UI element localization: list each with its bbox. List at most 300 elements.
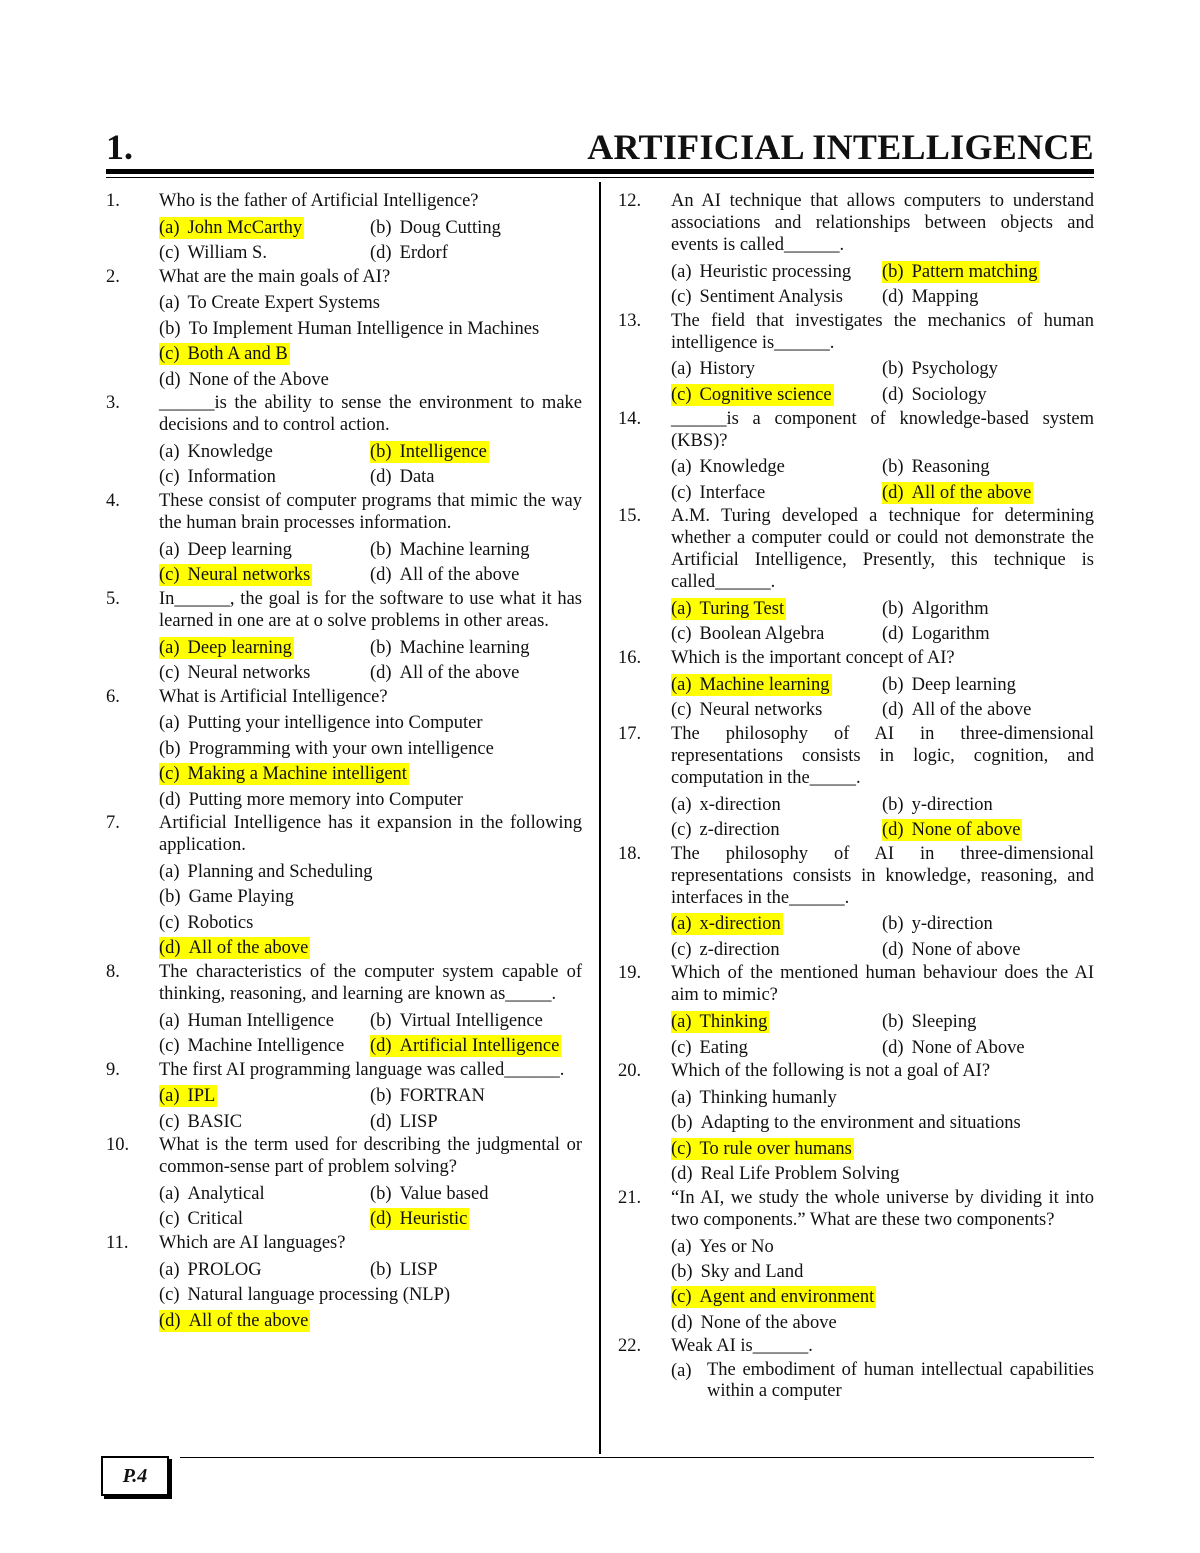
option-row (159, 660, 582, 685)
option-letter: (d) (370, 467, 392, 488)
option-text: Yes or No (699, 1236, 774, 1257)
question-text: These consist of computer programs that mimic the way the human brain processes information. (159, 491, 582, 534)
answer-option-correct (671, 1138, 854, 1160)
option-row (671, 698, 1094, 723)
option-letter: (c) (159, 467, 180, 488)
option-text: y-direction (911, 914, 993, 935)
option-text: Logarithm (911, 624, 990, 645)
option-row (159, 1181, 582, 1206)
option-text: Adapting to the environment and situations (700, 1113, 1021, 1134)
option-letter: (a) (671, 674, 692, 695)
option-text: BASIC (187, 1111, 243, 1132)
question (618, 1335, 1094, 1402)
option-letter: (a) (671, 1361, 692, 1382)
answer-option (159, 1010, 370, 1032)
answer-option (370, 662, 519, 684)
option-text: Agent and environment (699, 1287, 875, 1308)
option-row (159, 465, 582, 490)
option-text: Mapping (911, 287, 979, 308)
option-text: Pattern matching (911, 261, 1038, 282)
answer-option (671, 939, 882, 961)
option-text: Interface (699, 482, 766, 503)
question-number: 17. (618, 723, 642, 744)
question-text: Weak AI is______. (671, 1336, 813, 1357)
option-row (671, 1234, 1094, 1259)
option-row (671, 1111, 1094, 1136)
option-text: All of the above (911, 482, 1032, 503)
answer-option-correct (159, 763, 409, 785)
question (618, 843, 1094, 963)
option-letter: (a) (671, 359, 692, 380)
option-text: Sociology (911, 384, 987, 405)
option-text: Sleeping (911, 1012, 977, 1033)
option-text: Putting your intelligence into Computer (187, 713, 483, 734)
option-letter: (d) (159, 369, 181, 390)
column-divider (599, 182, 601, 1454)
answer-option (882, 1011, 976, 1033)
answer-option-correct (370, 1208, 469, 1230)
option-row (159, 1257, 582, 1282)
option-text: Game Playing (188, 887, 294, 908)
option-letter: (d) (370, 565, 392, 586)
option-text: Knowledge (699, 457, 785, 478)
option-letter: (d) (882, 1037, 904, 1058)
answer-option-correct (159, 937, 310, 959)
option-text: To rule over humans (699, 1138, 852, 1159)
answer-option (159, 1259, 370, 1281)
option-letter: (d) (370, 662, 392, 683)
question (618, 190, 1094, 310)
answer-option (671, 623, 882, 645)
option-letter: (a) (159, 293, 180, 314)
question (106, 588, 582, 686)
option-text: All of the above (399, 662, 520, 683)
option-row (159, 367, 582, 392)
option-text: z-direction (699, 939, 780, 960)
answer-option (159, 369, 329, 391)
option-letter: (a) (671, 1087, 692, 1108)
answer-option (370, 539, 530, 561)
answer-option (159, 466, 370, 488)
answer-option (159, 441, 370, 463)
option-letter: (a) (159, 637, 180, 658)
answer-option (671, 261, 882, 283)
question (618, 408, 1094, 506)
option-letter: (d) (882, 287, 904, 308)
option-row (671, 1009, 1094, 1034)
option-text: Reasoning (911, 457, 990, 478)
answer-option-correct (671, 384, 882, 406)
answer-option (882, 699, 1031, 721)
question-number: 8. (106, 961, 120, 982)
answer-option (882, 913, 993, 935)
answer-option (671, 286, 882, 308)
option-text: Machine learning (399, 539, 530, 560)
option-letter: (d) (159, 789, 181, 810)
answer-option-correct (159, 1085, 370, 1107)
answer-option (671, 1112, 1021, 1134)
answer-option (159, 662, 370, 684)
option-letter: (c) (671, 939, 692, 960)
option-row (671, 480, 1094, 505)
answer-option (882, 456, 990, 478)
option-text: Value based (399, 1184, 489, 1205)
question-text: The philosophy of AI in three-dimensional representations consists in logic, cognition, and computation in the_____. (671, 723, 1094, 788)
answer-option (671, 482, 882, 504)
option-text: Both A and B (187, 344, 288, 365)
option-letter: (a) (671, 914, 692, 935)
answer-option (370, 1183, 488, 1205)
question-text: Artificial Intelligence has it expansion in the following application. (159, 813, 582, 856)
option-row (671, 622, 1094, 647)
option-letter: (b) (882, 261, 904, 282)
option-letter: (d) (159, 938, 181, 959)
option-letter: (b) (370, 1086, 392, 1107)
option-letter: (d) (370, 1209, 392, 1230)
answer-option (159, 1208, 370, 1230)
answer-option (370, 564, 519, 586)
option-text: None of above (911, 819, 1021, 840)
option-letter: (b) (370, 442, 392, 463)
option-text: LISP (399, 1111, 438, 1132)
question (106, 686, 582, 813)
question-text: Which is the important concept of AI? (671, 648, 955, 669)
option-letter: (b) (370, 217, 392, 238)
option-letter: (c) (671, 1287, 692, 1308)
option-letter: (c) (159, 764, 180, 785)
option-letter: (a) (671, 1012, 692, 1033)
option-letter: (a) (159, 1086, 180, 1107)
answer-option-correct (671, 913, 882, 935)
option-letter: (d) (882, 624, 904, 645)
answer-option-correct (882, 482, 1033, 504)
option-text: Deep learning (187, 637, 292, 658)
option-text: Algorithm (911, 599, 989, 620)
answer-option (882, 598, 989, 620)
answer-option (370, 1085, 485, 1107)
footer-rule (180, 1457, 1094, 1458)
answer-option (882, 674, 1016, 696)
option-row (671, 1310, 1094, 1335)
answer-option (159, 292, 380, 314)
question (618, 505, 1094, 647)
option-text: FORTRAN (399, 1086, 485, 1107)
option-row (159, 342, 582, 367)
answer-option-correct (159, 343, 290, 365)
answer-option (370, 1259, 438, 1281)
option-letter: (b) (671, 1261, 693, 1282)
option-letter: (c) (159, 1035, 180, 1056)
question-text: The philosophy of AI in three-dimensional representations consists in knowledge, reasoning, and interfaces in the______. (671, 843, 1094, 908)
answer-option (159, 1035, 370, 1057)
option-letter: (c) (159, 243, 180, 264)
option-letter: (a) (671, 599, 692, 620)
option-row (159, 240, 582, 265)
question-text: The first AI programming language was called______. (159, 1059, 565, 1080)
option-letter: (c) (671, 482, 692, 503)
answer-option (671, 1360, 1094, 1402)
option-letter: (c) (159, 344, 180, 365)
option-letter: (d) (370, 1111, 392, 1132)
question-text: An AI technique that allows computers to understand associations and relationships between objects and events is called______. (671, 191, 1094, 255)
option-text: Robotics (187, 912, 254, 933)
question (106, 490, 582, 588)
option-row (671, 1285, 1094, 1310)
option-letter: (a) (159, 861, 180, 882)
option-row (159, 439, 582, 464)
option-letter: (b) (882, 914, 904, 935)
option-text: Programming with your own intelligence (188, 738, 494, 759)
answer-option (671, 794, 882, 816)
right-column (618, 190, 1094, 1402)
option-letter: (b) (882, 794, 904, 815)
option-letter: (b) (159, 738, 181, 759)
answer-option-correct (159, 564, 370, 586)
option-row (671, 792, 1094, 817)
option-row (671, 817, 1094, 842)
option-row (671, 1136, 1094, 1161)
option-letter: (b) (882, 457, 904, 478)
answer-option-correct (159, 1310, 310, 1332)
question-number: 16. (618, 648, 642, 669)
option-text: Virtual Intelligence (399, 1010, 543, 1031)
question-text: What are the main goals of AI? (159, 266, 391, 287)
answer-option (370, 637, 530, 659)
question-number: 18. (618, 843, 642, 864)
question-text: Which are AI languages? (159, 1233, 346, 1254)
option-letter: (b) (882, 1012, 904, 1033)
option-letter: (b) (159, 887, 181, 908)
option-letter: (c) (671, 287, 692, 308)
option-text: None of the Above (188, 369, 329, 390)
chapter-header (106, 128, 1094, 166)
question-text: The characteristics of the computer system capable of thinking, reasoning, and learning are known as_____. (159, 961, 582, 1004)
question (618, 962, 1094, 1060)
option-letter: (d) (370, 1035, 392, 1056)
option-row (671, 1259, 1094, 1284)
question-text: ______is the ability to sense the environment to make decisions and to control action. (159, 393, 582, 436)
option-text: John McCarthy (187, 217, 303, 238)
option-text: Eating (699, 1037, 748, 1058)
question-number: 19. (618, 963, 642, 984)
option-text: Thinking humanly (699, 1087, 837, 1108)
option-row (671, 1085, 1094, 1110)
answer-option (159, 886, 294, 908)
option-text: All of the above (399, 565, 520, 586)
option-text: History (699, 359, 756, 380)
header-rule-thick (106, 169, 1094, 174)
question (618, 723, 1094, 843)
option-row (159, 711, 582, 736)
question-number: 3. (106, 393, 120, 414)
question-text: “In AI, we study the whole universe by dividing it into two components.” What are these two components? (671, 1187, 1094, 1230)
option-row (671, 1035, 1094, 1060)
option-text: Heuristic (399, 1209, 468, 1230)
answer-option-correct (671, 674, 882, 696)
question-text: ______is a component of knowledge-based system (KBS)? (671, 408, 1094, 451)
option-letter: (c) (159, 912, 180, 933)
answer-option (882, 794, 993, 816)
option-letter: (c) (671, 700, 692, 721)
option-row (159, 1008, 582, 1033)
option-letter: (c) (671, 819, 692, 840)
option-row (159, 935, 582, 960)
option-letter: (a) (159, 442, 180, 463)
option-row (671, 937, 1094, 962)
option-text: Analytical (187, 1184, 265, 1205)
header-rule-thin (106, 177, 1094, 178)
option-row (159, 1308, 582, 1333)
option-letter: (d) (882, 700, 904, 721)
question (618, 647, 1094, 723)
option-text: Data (399, 467, 435, 488)
question-number: 15. (618, 506, 642, 527)
left-column (106, 190, 582, 1333)
question (106, 392, 582, 490)
option-letter: (c) (671, 624, 692, 645)
option-row (671, 259, 1094, 284)
option-letter: (c) (159, 1111, 180, 1132)
answer-option (671, 699, 882, 721)
answer-option (370, 242, 448, 264)
option-row (671, 672, 1094, 697)
option-row (671, 284, 1094, 309)
answer-option-correct (882, 819, 1022, 841)
option-letter: (a) (159, 713, 180, 734)
answer-option (159, 861, 373, 883)
answer-option (159, 242, 370, 264)
option-text: Real Life Problem Solving (700, 1164, 900, 1185)
option-text: Boolean Algebra (699, 624, 825, 645)
option-text: Sky and Land (700, 1261, 804, 1282)
option-text: None of Above (911, 1037, 1025, 1058)
question-text: What is Artificial Intelligence? (159, 686, 388, 707)
option-row (159, 537, 582, 562)
answer-option-correct (159, 217, 370, 239)
question-text: In______, the goal is for the software to use what it has learned in one are at o solve problems in other areas. (159, 588, 582, 631)
option-row (671, 912, 1094, 937)
option-text: Doug Cutting (399, 217, 501, 238)
option-letter: (a) (159, 539, 180, 560)
option-row (159, 563, 582, 588)
option-letter: (a) (159, 1184, 180, 1205)
question-number: 1. (106, 191, 120, 211)
answer-option (671, 456, 882, 478)
answer-option-correct (671, 1011, 882, 1033)
question-number: 4. (106, 491, 120, 512)
option-text: Natural language processing (NLP) (187, 1285, 451, 1306)
option-letter: (b) (882, 674, 904, 695)
question (106, 812, 582, 961)
answer-option (882, 939, 1020, 961)
option-letter: (b) (370, 539, 392, 560)
option-text: LISP (399, 1259, 438, 1280)
page-number: P.4 (122, 1465, 148, 1487)
option-text: Machine learning (699, 674, 830, 695)
option-letter: (b) (370, 637, 392, 658)
answer-option-correct (671, 598, 882, 620)
option-letter: (d) (882, 819, 904, 840)
answer-option (159, 1284, 450, 1306)
answer-option (159, 1111, 370, 1133)
question-number: 20. (618, 1061, 642, 1082)
question (106, 1134, 582, 1232)
question-number: 10. (106, 1135, 130, 1156)
option-row (159, 761, 582, 786)
question-text: Who is the father of Artificial Intelligence? (159, 191, 479, 211)
answer-option (671, 819, 882, 841)
option-text: Intelligence (399, 442, 487, 463)
option-letter: (a) (159, 1259, 180, 1280)
question (618, 1060, 1094, 1187)
question (106, 1232, 582, 1333)
answer-option (671, 1312, 837, 1334)
answer-option (159, 738, 494, 760)
answer-option (159, 1183, 370, 1205)
option-text: Psychology (911, 359, 998, 380)
question-number: 2. (106, 266, 120, 287)
page-number-box (101, 1456, 169, 1496)
answer-option (882, 286, 978, 308)
option-text: None of above (911, 939, 1021, 960)
option-text: All of the above (188, 938, 309, 959)
option-letter: (a) (671, 457, 692, 478)
answer-option (882, 1037, 1025, 1059)
option-text: Information (187, 467, 276, 488)
question-text: What is the term used for describing the judgmental or common-sense part of problem solving? (159, 1135, 582, 1178)
option-text: Deep learning (911, 674, 1016, 695)
option-letter: (b) (159, 318, 181, 339)
answer-option (882, 358, 998, 380)
option-letter: (c) (671, 1037, 692, 1058)
option-text: x-direction (699, 794, 781, 815)
option-row (159, 316, 582, 341)
option-letter: (a) (159, 217, 180, 238)
answer-option (671, 1163, 899, 1185)
option-text: PROLOG (187, 1259, 262, 1280)
option-letter: (a) (671, 1236, 692, 1257)
option-letter: (b) (671, 1113, 693, 1134)
option-text: Human Intelligence (187, 1010, 334, 1031)
answer-option (370, 466, 435, 488)
option-text: None of the above (700, 1312, 837, 1333)
option-row (159, 859, 582, 884)
option-row (159, 635, 582, 660)
option-letter: (d) (370, 243, 392, 264)
answer-option (882, 384, 987, 406)
option-letter: (c) (159, 565, 180, 586)
answer-option-correct (671, 1286, 876, 1308)
option-row (159, 1207, 582, 1232)
option-row (671, 596, 1094, 621)
option-letter: (c) (159, 1285, 180, 1306)
answer-option (370, 217, 501, 239)
answer-option (671, 1087, 837, 1109)
answer-option (159, 912, 253, 934)
question (106, 1059, 582, 1135)
option-row (159, 215, 582, 240)
answer-option (159, 712, 482, 734)
question-number: 11. (106, 1233, 129, 1254)
option-text: Deep learning (187, 539, 292, 560)
question (618, 1187, 1094, 1336)
option-row (159, 291, 582, 316)
option-row (159, 1033, 582, 1058)
option-letter: (b) (370, 1010, 392, 1031)
option-text: Knowledge (187, 442, 273, 463)
option-row (671, 382, 1094, 407)
question-number: 6. (106, 686, 120, 707)
